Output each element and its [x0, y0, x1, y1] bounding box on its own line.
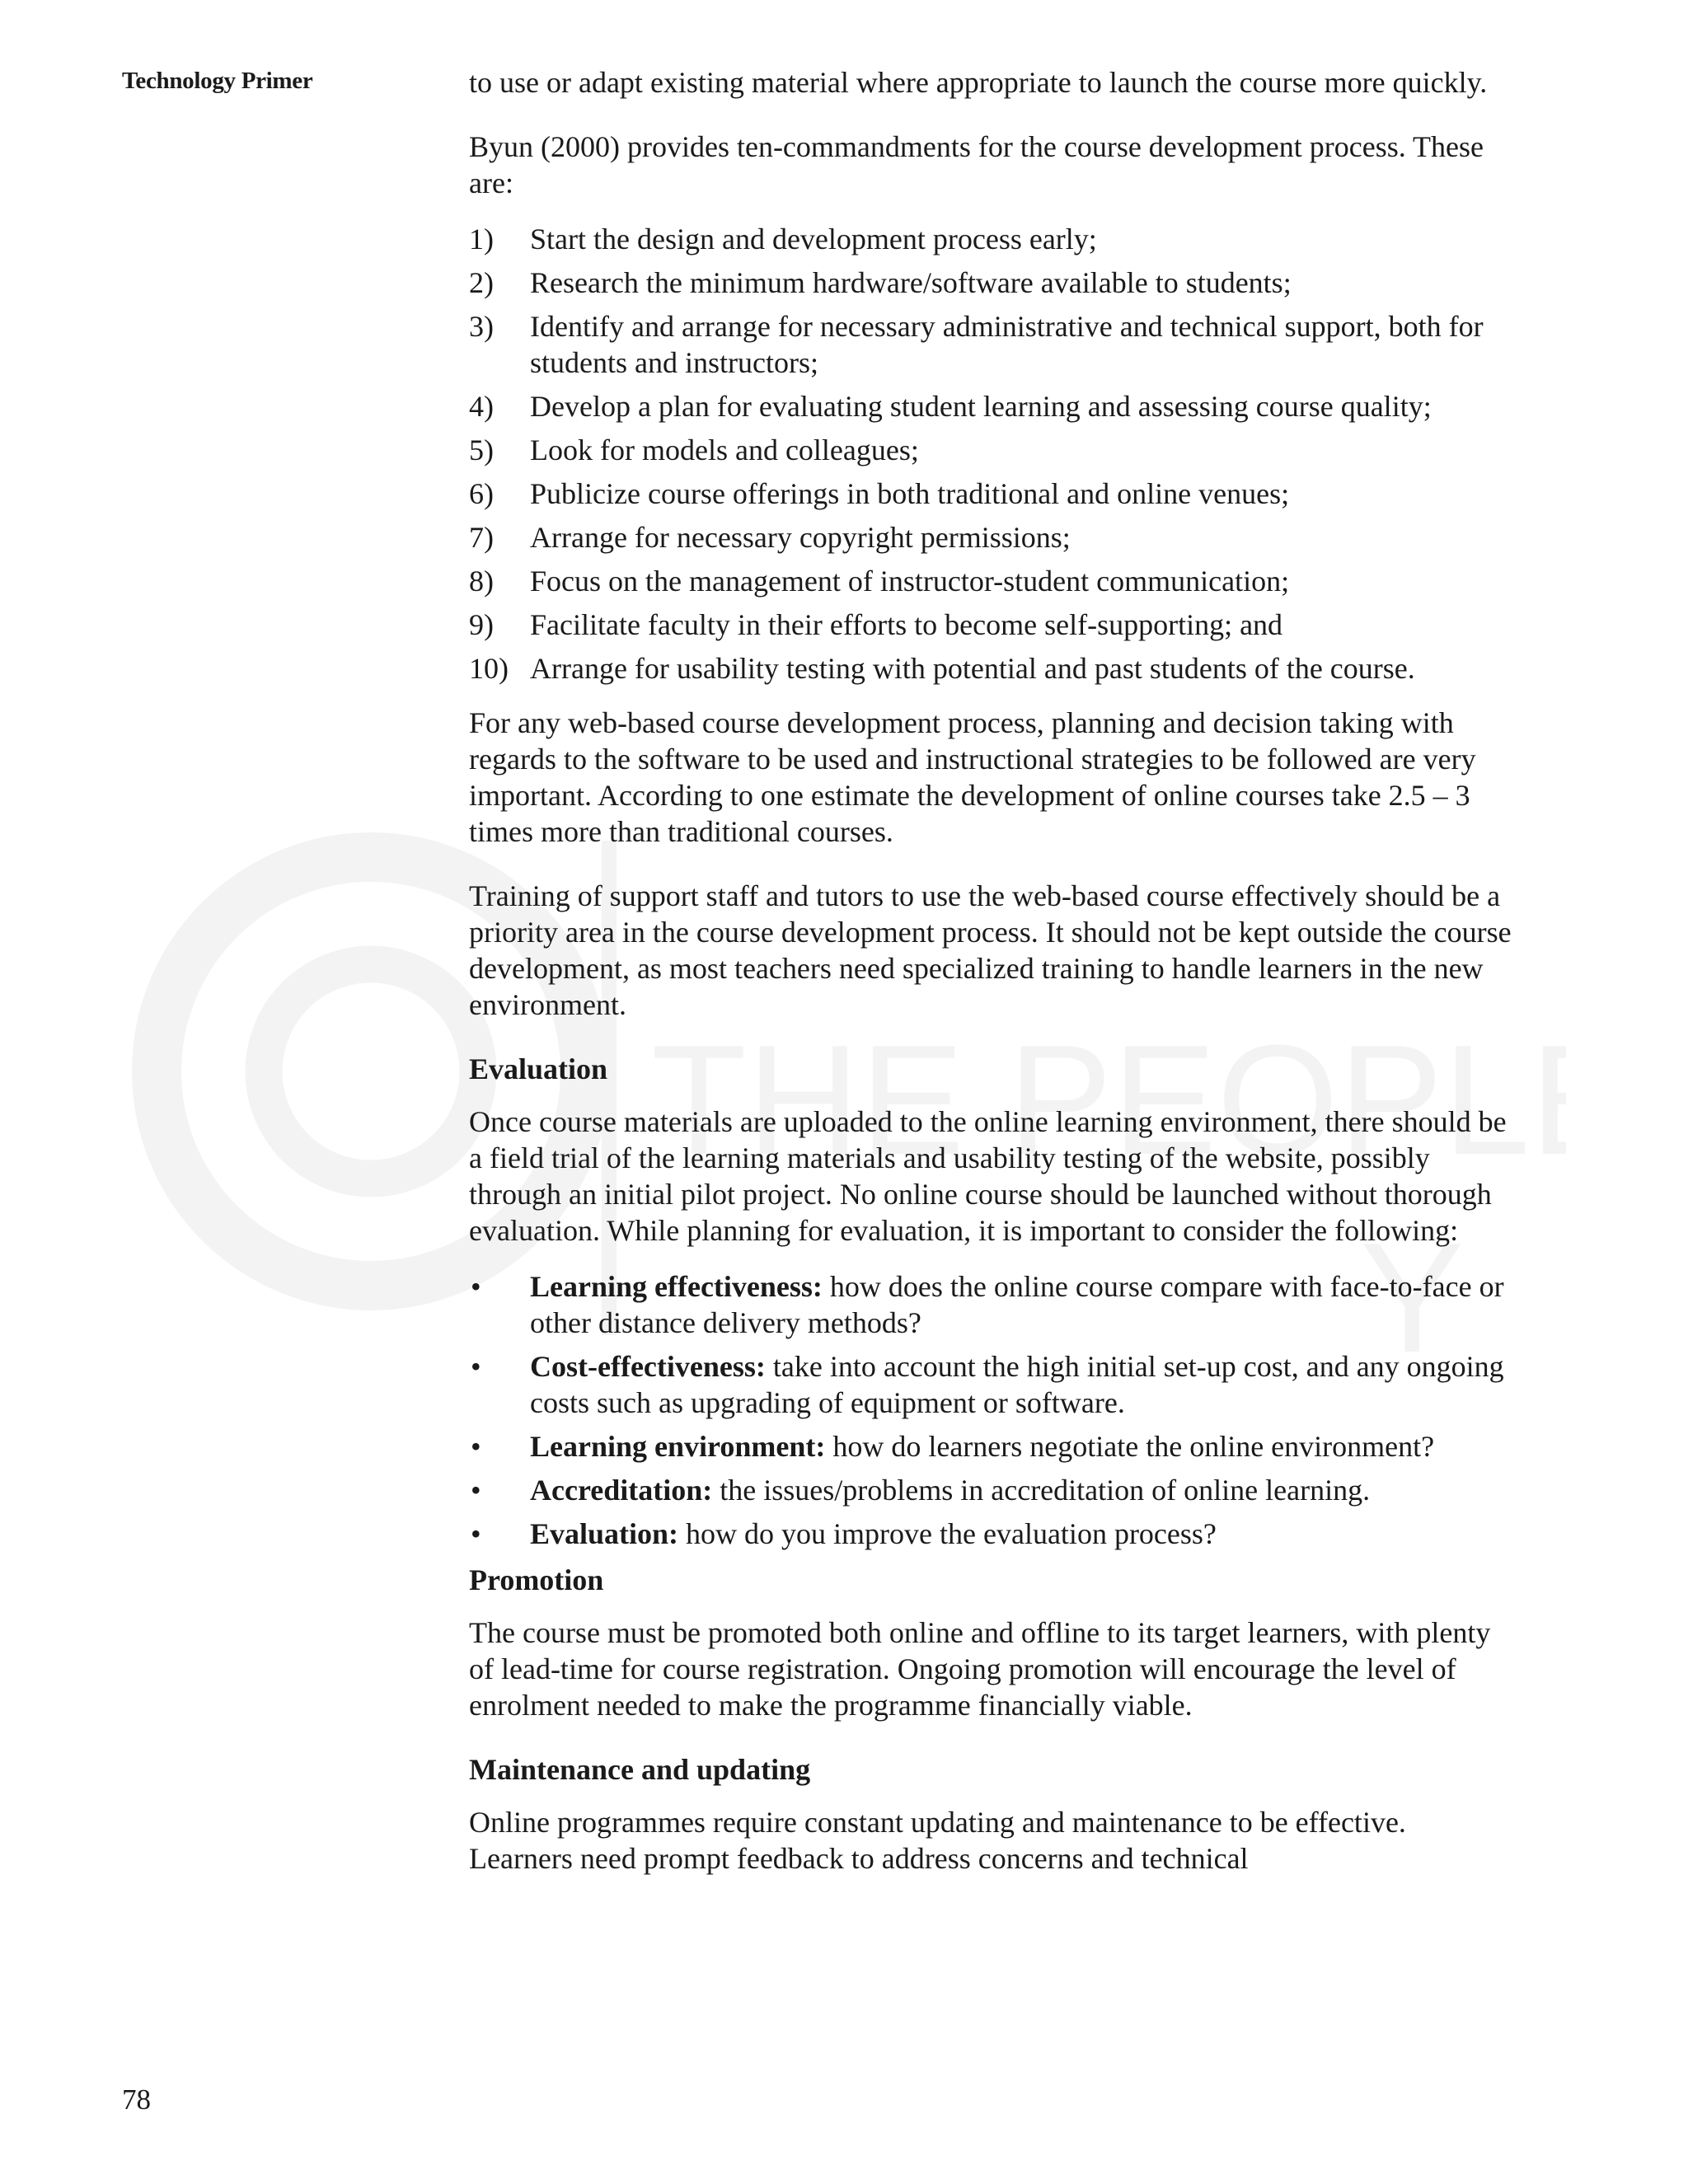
list-item — [469, 308, 1516, 381]
running-head: Technology Primer — [122, 68, 313, 94]
list-number: 1) — [469, 223, 494, 255]
list-number: 5) — [469, 434, 494, 466]
list-number: 6) — [469, 477, 494, 510]
list-number: 7) — [469, 521, 494, 554]
list-item — [469, 607, 1516, 643]
bullet-term: Learning effectiveness: — [530, 1270, 823, 1303]
list-number: 8) — [469, 565, 494, 598]
list-item-text: Focus on the management of instructor-student communication; — [530, 565, 1290, 598]
evaluation-bullet-list — [469, 1268, 1516, 1552]
list-number: 3) — [469, 310, 494, 343]
list-item — [469, 1516, 1516, 1552]
section-heading-promotion: Promotion — [469, 1563, 604, 1596]
list-item — [469, 563, 1516, 599]
bullet-icon: • — [471, 1474, 481, 1507]
bullet-term: Evaluation: — [530, 1517, 679, 1550]
list-number: 10) — [469, 652, 509, 685]
bullet-text: how do you improve the evaluation process? — [678, 1517, 1217, 1550]
commandments-list — [469, 221, 1516, 687]
list-item — [469, 265, 1516, 301]
bullet-text: take into account the high initial set-up cost, and any ongoing costs such as upgrading of equipment or software. — [530, 1350, 1504, 1419]
byun-intro: Byun (2000) provides ten-commandments for the course development process. These are: — [469, 130, 1484, 199]
paragraph-evaluation: Once course materials are uploaded to the online learning environment, there should be a field trial of the learning materials and usability testing of the website, possibly through an initial pilot project. No online course should be launched without thorough evaluation. While planning for evaluation, it is important to consider the following: — [469, 1105, 1507, 1247]
list-item — [469, 476, 1516, 512]
bullet-icon: • — [471, 1430, 481, 1463]
bullet-text: the issues/problems in accreditation of online learning. — [712, 1474, 1371, 1507]
list-item-text: Arrange for usability testing with potential and past students of the course. — [530, 652, 1415, 685]
list-item-text: Identify and arrange for necessary administrative and technical support, both for students and instructors; — [530, 310, 1484, 379]
list-item — [469, 1268, 1516, 1341]
list-item-text: Publicize course offerings in both traditional and online venues; — [530, 477, 1290, 510]
list-number: 4) — [469, 390, 494, 423]
section-heading-evaluation: Evaluation — [469, 1052, 608, 1085]
bullet-term: Cost-effectiveness: — [530, 1350, 766, 1383]
bullet-term: Learning environment: — [530, 1430, 826, 1463]
section-heading-maintenance: Maintenance and updating — [469, 1753, 811, 1786]
bullet-icon: • — [471, 1517, 481, 1550]
list-item-text: Facilitate faculty in their efforts to become self-supporting; and — [530, 608, 1283, 641]
list-number: 2) — [469, 266, 494, 299]
paragraph-promotion: The course must be promoted both online and offline to its target learners, with plenty of lead-time for course registration. Ongoing promotion will encourage the level of enrolment needed to make the programme financially viable. — [469, 1616, 1491, 1722]
bullet-text: how does the online course compare with face-to-face or other distance delivery methods? — [530, 1270, 1504, 1339]
list-item — [469, 1472, 1516, 1508]
list-item-text: Research the minimum hardware/software available to students; — [530, 266, 1292, 299]
list-item-text: Develop a plan for evaluating student learning and assessing course quality; — [530, 390, 1432, 423]
page-number: 78 — [122, 2083, 151, 2116]
intro-continuation: to use or adapt existing material where appropriate to launch the course more quickly. — [469, 66, 1488, 99]
list-item — [469, 650, 1516, 687]
list-item — [469, 221, 1516, 257]
bullet-icon: • — [471, 1350, 481, 1383]
list-item — [469, 1428, 1516, 1465]
bullet-icon: • — [471, 1270, 481, 1303]
list-item — [469, 1348, 1516, 1421]
paragraph-training: Training of support staff and tutors to use the web-based course effectively should be a priority area in the course development process. It should not be kept outside the course development, as most teachers need specialized training to handle learners in the new environment. — [469, 879, 1512, 1021]
list-item-text: Look for models and colleagues; — [530, 434, 919, 466]
bullet-text: how do learners negotiate the online environment? — [825, 1430, 1435, 1463]
list-item — [469, 519, 1516, 555]
page-body — [469, 64, 1516, 1905]
paragraph-web-based: For any web-based course development process, planning and decision taking with regards to the software to be used and instructional strategies to be followed are very important. According to one estimate the development of online courses take 2.5 – 3 times more than traditional courses. — [469, 706, 1476, 848]
list-item — [469, 388, 1516, 424]
paragraph-maintenance: Online programmes require constant updating and maintenance to be effective. Learners need prompt feedback to address concerns and technical — [469, 1806, 1406, 1875]
list-item-text: Start the design and development process early; — [530, 223, 1097, 255]
list-item-text: Arrange for necessary copyright permissions; — [530, 521, 1071, 554]
list-item — [469, 432, 1516, 468]
list-number: 9) — [469, 608, 494, 641]
bullet-term: Accreditation: — [530, 1474, 713, 1507]
